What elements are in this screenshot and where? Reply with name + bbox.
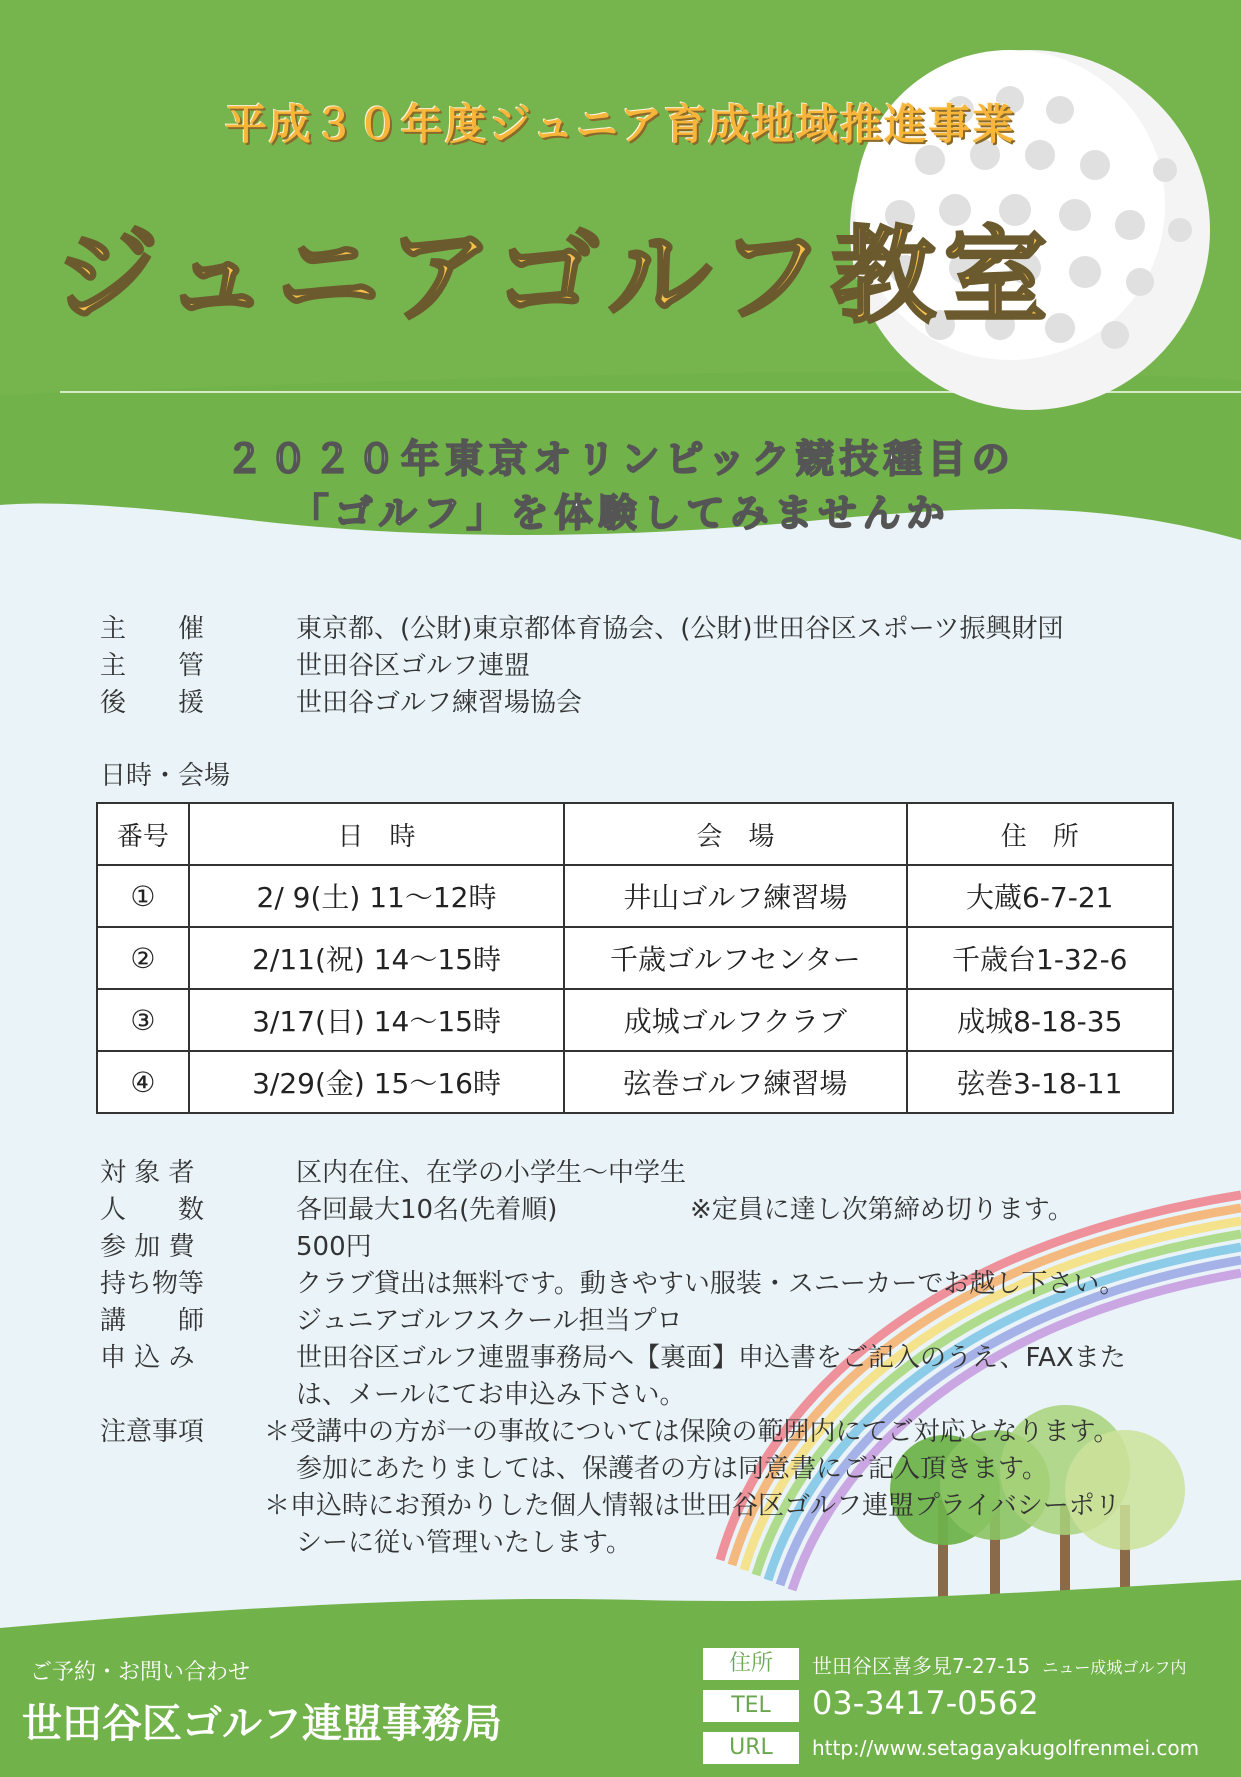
note-1-line-2: 参加にあたりましては、保護者の方は同意書にご記入頂きます。 [296, 1454, 1048, 1484]
row-venue: 千歳ゴルフセンター [564, 927, 906, 989]
row-number: ③ [97, 989, 189, 1051]
lead-line-1: ２０２０年東京オリンピック競技種目の [225, 437, 1016, 481]
schedule-table [96, 802, 1174, 1114]
apply-label: 申 込 み [100, 1343, 195, 1373]
fee-value: 500円 [296, 1232, 372, 1262]
address-street: 世田谷区喜多見7-27-15 [812, 1654, 1031, 1678]
items-label: 持ち物等 [100, 1269, 205, 1299]
column-header: 日 時 [189, 803, 564, 865]
note-1-line-1: ＊受講中の方が一の事故については保険の範囲内にてご対応となります。 [264, 1417, 1120, 1447]
target-label: 対 象 者 [100, 1158, 195, 1188]
organizer-label: 主 催 [100, 614, 205, 644]
instructor-value: ジュニアゴルフスクール担当プロ [296, 1306, 683, 1336]
row-address: 成城8-18-35 [907, 989, 1174, 1051]
table-row [97, 865, 1173, 927]
row-number: ② [97, 927, 189, 989]
apply-value-line-2: は、メールにてお申込み下さい。 [296, 1380, 686, 1410]
manager-value: 世田谷区ゴルフ連盟 [296, 651, 531, 681]
tel-tag: TEL [703, 1690, 799, 1722]
row-venue: 弦巻ゴルフ練習場 [564, 1051, 906, 1113]
fee-label: 参 加 費 [100, 1232, 195, 1262]
column-header: 会 場 [564, 803, 906, 865]
row-datetime: 3/17(日) 14～15時 [189, 989, 564, 1051]
sponsor-value: 世田谷ゴルフ練習場協会 [296, 688, 583, 718]
note-2-line-1: ＊申込時にお預かりした個人情報は世田谷区ゴルフ連盟プライバシーポリ [264, 1491, 1121, 1521]
url-link[interactable]: http://www.setagayakugolfrenmei.com [812, 1736, 1200, 1760]
tel-value[interactable]: 03-3417-0562 [812, 1684, 1039, 1722]
row-number: ④ [97, 1051, 189, 1113]
row-address: 千歳台1-32-6 [907, 927, 1174, 989]
capacity-label: 人 数 [100, 1195, 205, 1225]
event-title: ジュニアゴルフ教室 [54, 215, 1056, 337]
notes-label: 注意事項 [100, 1417, 205, 1447]
column-header: 番号 [97, 803, 189, 865]
org-name: 世田谷区ゴルフ連盟事務局 [22, 1701, 502, 1747]
organizer-value: 東京都、(公財)東京都体育協会、(公財)世田谷区スポーツ振興財団 [296, 614, 1064, 644]
contact-label: ご予約・お問い合わせ [30, 1660, 251, 1685]
capacity-value: 各回最大10名(先着順) [296, 1195, 558, 1225]
row-datetime: 2/11(祝) 14～15時 [189, 927, 564, 989]
address-building: ニュー成城ゴルフ内 [1042, 1658, 1187, 1677]
table-row [97, 989, 1173, 1051]
row-number: ① [97, 865, 189, 927]
note-2-line-2: シーに従い管理いたします。 [296, 1528, 632, 1558]
capacity-note: ※定員に達し次第締め切ります。 [690, 1195, 1074, 1225]
column-header: 住 所 [907, 803, 1174, 865]
table-row [97, 1051, 1173, 1113]
address-tag: 住所 [703, 1648, 799, 1680]
row-address: 弦巻3-18-11 [907, 1051, 1174, 1113]
target-value: 区内在住、在学の小学生～中学生 [296, 1158, 687, 1188]
items-value: クラブ貸出は無料です。動きやすい服装・スニーカーでお越し下さい。 [296, 1269, 1126, 1299]
sponsor-label: 後 援 [100, 688, 205, 718]
row-address: 大蔵6-7-21 [907, 865, 1174, 927]
address-value [812, 1650, 1186, 1679]
row-venue: 成城ゴルフクラブ [564, 989, 906, 1051]
url-tag: URL [703, 1732, 799, 1764]
manager-label: 主 管 [100, 651, 205, 681]
row-datetime: 2/ 9(土) 11～12時 [189, 865, 564, 927]
table-header-row [97, 803, 1173, 865]
row-datetime: 3/29(金) 15～16時 [189, 1051, 564, 1113]
schedule-heading: 日時・会場 [100, 761, 231, 791]
row-venue: 井山ゴルフ練習場 [564, 865, 906, 927]
table-row [97, 927, 1173, 989]
apply-value-line-1: 世田谷区ゴルフ連盟事務局へ【裏面】申込書をご記入のうえ、FAXまた [296, 1343, 1126, 1373]
lead-line-2: 「ゴルフ」を体験してみませんか [290, 491, 951, 535]
instructor-label: 講 師 [100, 1306, 205, 1336]
event-subtitle: 平成３０年度ジュニア育成地域推進事業 [224, 100, 1017, 149]
